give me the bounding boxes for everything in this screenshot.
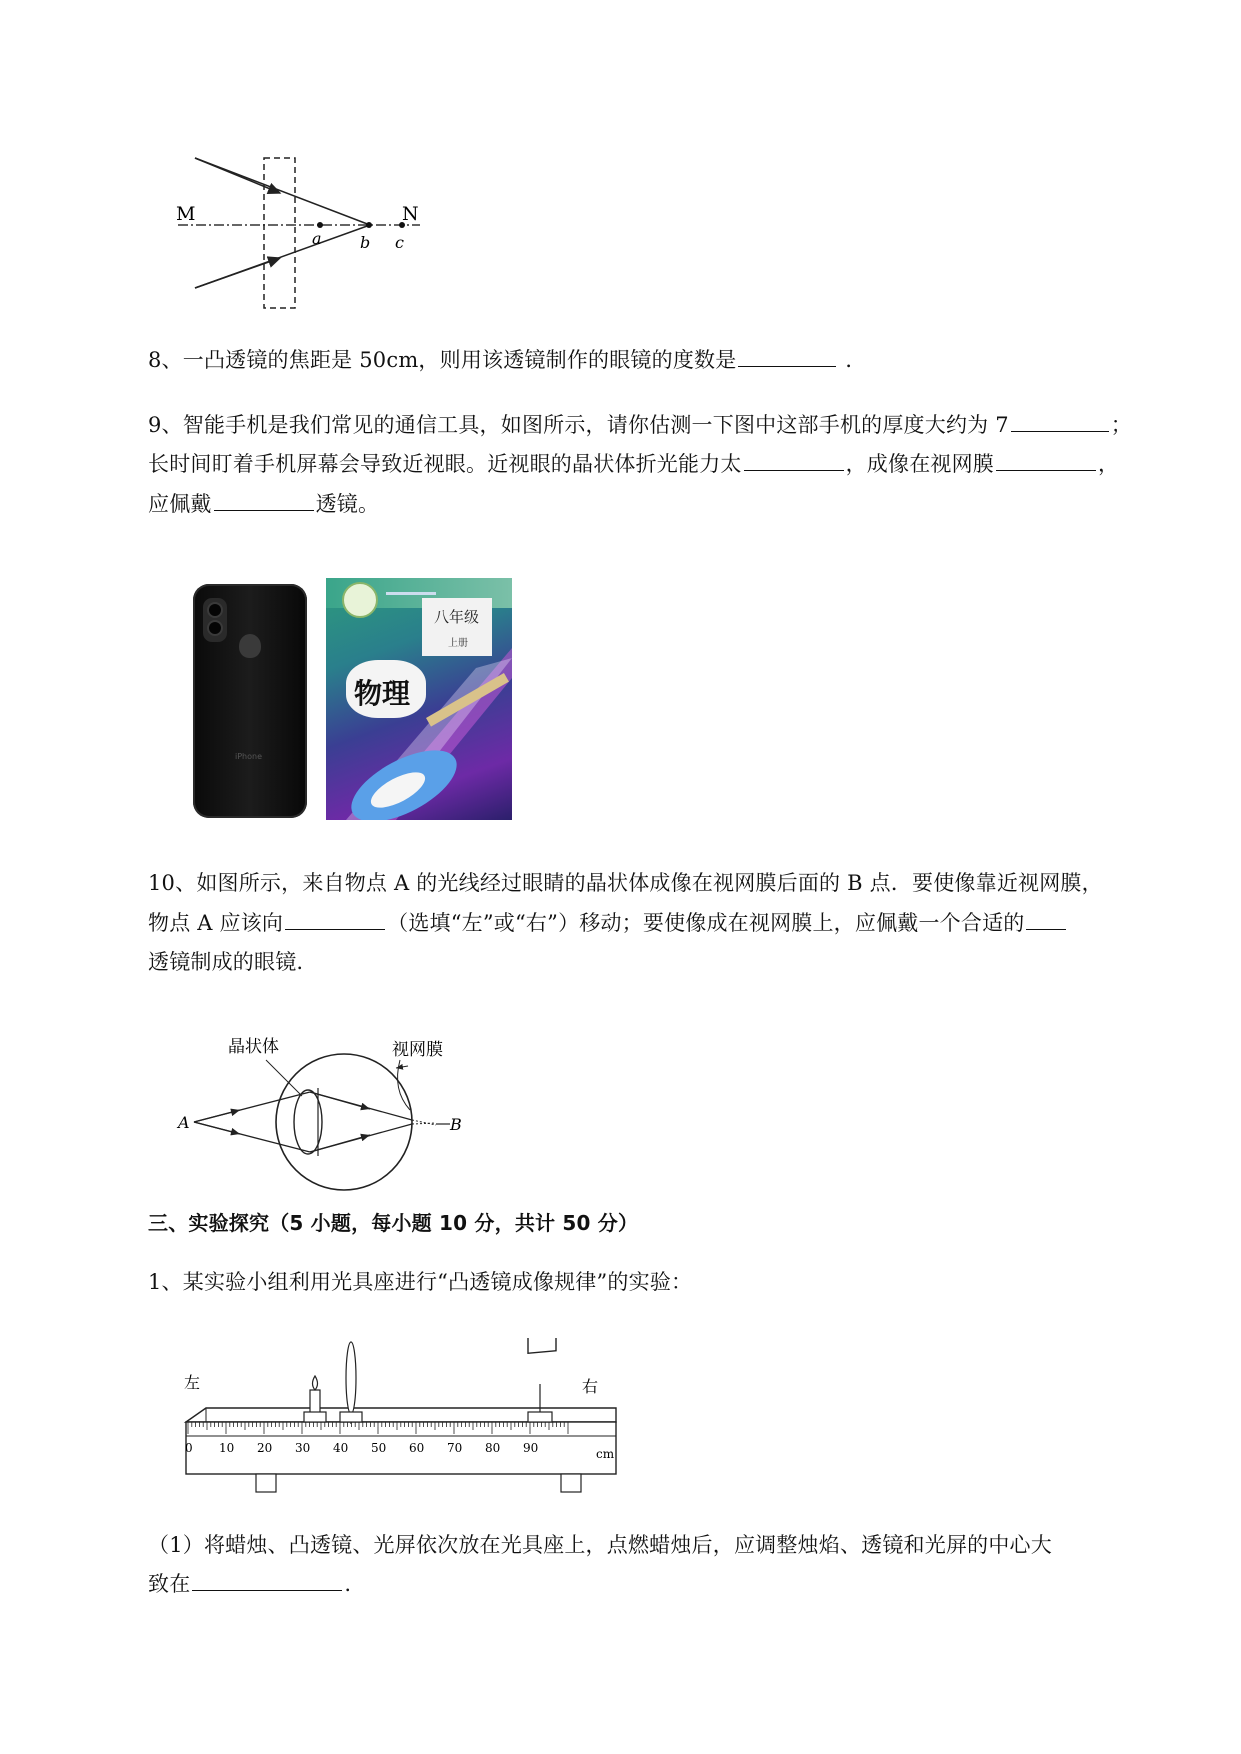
lens-label: 晶状体 [228, 1037, 279, 1057]
question-10-text-2b: （选填“左”或“右”）移动；要使像成在视网膜上，应佩戴一个合适的 [387, 911, 1025, 935]
right-label: 右 [582, 1377, 599, 1396]
answer-blank-q9-4[interactable] [214, 490, 314, 511]
publisher-logo-icon [342, 582, 378, 618]
label-c: c [395, 233, 404, 252]
question-10-line-1 [148, 868, 1103, 898]
answer-blank-q10-2[interactable] [1026, 909, 1066, 930]
unit-label: cm [596, 1447, 615, 1461]
answer-blank-exp1-q1[interactable] [192, 1570, 342, 1591]
book-grade: 八年级 [434, 608, 480, 626]
experiment-1-q1-line-1 [148, 1530, 1052, 1560]
book-volume: 上册 [448, 638, 468, 649]
experiment-1-q1-end: . [344, 1572, 352, 1596]
retina-label: 视网膜 [392, 1040, 443, 1060]
answer-blank-q9-2[interactable] [744, 450, 844, 471]
ruler-tick-label: 80 [485, 1441, 501, 1455]
phone-label: iPhone [235, 752, 263, 761]
question-8-text: 8、一凸透镜的焦距是 50cm，则用该透镜制作的眼镜的度数是 [148, 348, 737, 372]
smartphone-image [193, 584, 307, 818]
question-10-text-1: 10、如图所示，来自物点 A 的光线经过眼睛的晶状体成像在视网膜后面的 B 点．要使像靠近视网膜， [148, 871, 1103, 895]
question-9-line-2 [148, 449, 1119, 479]
apple-logo-icon [239, 634, 261, 658]
candle [310, 1390, 320, 1414]
question-9-line-3 [148, 489, 379, 519]
question-9-punct-2: ， [1098, 452, 1120, 476]
answer-blank-q9-1[interactable] [1011, 411, 1109, 432]
candle-flame [313, 1376, 318, 1390]
optical-bench-diagram [176, 1338, 636, 1498]
answer-blank-q10-1[interactable] [285, 909, 385, 930]
answer-blank-q8[interactable] [738, 346, 836, 367]
experiment-1-q1-text-2: 致在 [148, 1572, 191, 1596]
eye-diagram [170, 1030, 470, 1200]
guitar-illustration [326, 648, 512, 820]
question-9-punct-1: ； [1110, 413, 1132, 437]
question-10-text-3: 透镜制成的眼镜. [148, 950, 304, 974]
experiment-1-intro: 1、某实验小组利用光具座进行“凸透镜成像规律”的实验： [148, 1270, 693, 1294]
label-a: a [312, 229, 322, 248]
ruler-tick-label: 70 [447, 1441, 463, 1455]
question-9-text-2a: 长时间盯着手机屏幕会导致近视眼。近视眼的晶状体折光能力太 [148, 452, 742, 476]
experiment-1-q1-text-1: （1）将蜡烛、凸透镜、光屏依次放在光具座上，点燃蜡烛后，应调整烛焰、透镜和光屏的中心大 [148, 1533, 1052, 1557]
ruler-tick-label: 10 [219, 1441, 235, 1455]
question-10-line-3 [148, 947, 303, 977]
section-3-heading: 三、实验探究（5 小题，每小题 10 分，共计 50 分） [148, 1211, 639, 1235]
ruler-tick-label: 30 [295, 1441, 311, 1455]
question-9-text-3b: 透镜。 [315, 492, 380, 516]
question-10-text-2a: 物点 A 应该向 [148, 911, 284, 935]
question-8 [148, 345, 867, 375]
ruler-tick-label: 90 [523, 1441, 539, 1455]
question-9-text-2b: ，成像在视网膜 [845, 452, 995, 476]
label-b: b [360, 233, 371, 252]
ruler-tick-label: 0 [185, 1441, 193, 1455]
point-a-label: A [178, 1113, 190, 1132]
question-10-line-2 [148, 908, 1068, 938]
lens-ray-diagram [170, 148, 430, 318]
book-title: 物理 [354, 677, 411, 710]
answer-blank-q9-3[interactable] [996, 450, 1096, 471]
question-9-text-1: 9、智能手机是我们常见的通信工具，如图所示，请你估测一下图中这部手机的厚度大约为 7 [148, 413, 1009, 437]
label-n: N [402, 203, 419, 225]
ruler-tick-label: 60 [409, 1441, 425, 1455]
experiment-1-q1-line-2 [148, 1569, 351, 1599]
ruler-tick-label: 40 [333, 1441, 349, 1455]
left-label: 左 [184, 1373, 201, 1392]
light-screen [528, 1338, 556, 1353]
physics-textbook-image [326, 578, 512, 820]
question-8-end: ． [845, 348, 867, 372]
question-9-line-1 [148, 410, 1132, 440]
ruler-tick-label: 20 [257, 1441, 273, 1455]
convex-lens [346, 1342, 356, 1414]
ruler-tick-label: 50 [371, 1441, 387, 1455]
question-9-text-3a: 应佩戴 [148, 492, 212, 516]
point-b-label: B [450, 1115, 462, 1134]
label-m: M [176, 203, 196, 225]
